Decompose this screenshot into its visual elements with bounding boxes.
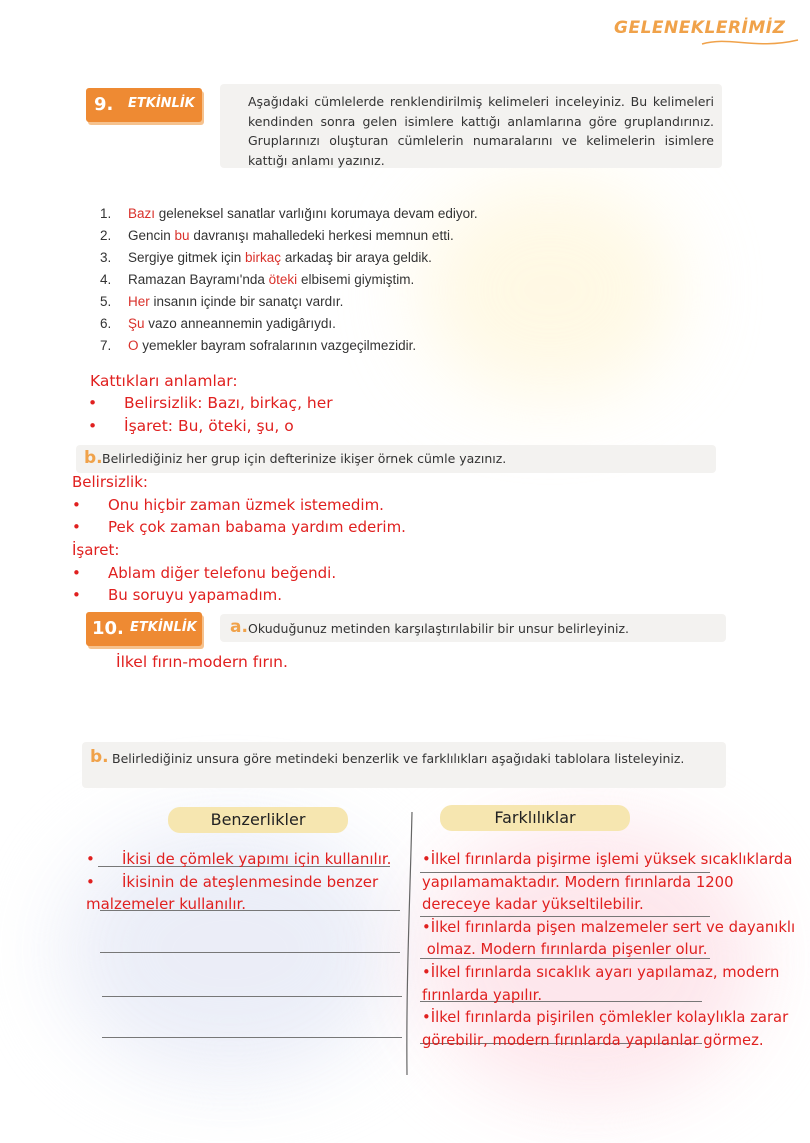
- rule-left-3: [100, 952, 400, 953]
- difference-line: •İlkel fırınlarda pişen malzemeler sert ve dayanıklı: [422, 918, 796, 936]
- activity-9-number: 9.: [94, 94, 114, 115]
- sentence-number: 1.: [100, 206, 112, 221]
- highlighted-word: bu: [174, 228, 190, 243]
- difference-line: •İlkel fırınlarda pişirilen çömlekler kolaylıkla zarar: [422, 1009, 789, 1027]
- rule-left-5: [102, 1037, 402, 1038]
- sentence-rest: arkadaş bir araya geldik.: [281, 250, 432, 265]
- group-2-example-2: • Bu soruyu yapamadım.: [72, 586, 283, 604]
- group-2-example-1: • Ablam diğer telefonu beğendi.: [72, 564, 337, 582]
- similarity-item-1: • İkisi de çömlek yapımı için kullanılır.: [86, 850, 392, 868]
- sentence-prefix: Gencin: [128, 228, 175, 243]
- similarity-item-2: • İkisinin de ateşlenmesinde benzer: [86, 873, 379, 891]
- sentence-prefix: Sergiye gitmek için: [128, 250, 246, 265]
- activity-10-label: ETKİNLİK: [130, 620, 197, 635]
- sentence-number: 7.: [100, 338, 112, 353]
- sentence-rest: elbisemi giymiştim.: [297, 272, 415, 287]
- activity-9-part-a-instruction: Aşağıdaki cümlelerde renklendirilmiş kelimeleri inceleyiniz. Bu kelimeleri kendinden sonra gelen isimlere kattığı anlamlarına göre gruplandırınız. Gruplarınızı oluşturan cümlelerin numaralarını ve kelimelerin isimlere kattığı anlamı yazınız.: [220, 84, 722, 168]
- sentence-rest: insanın içinde bir sanatçı vardır.: [149, 294, 344, 309]
- activity-10-part-b-instruction: b. Belirlediğiniz unsura göre metindeki benzerlik ve farklılıkları aşağıdaki tablolara listeleyiniz.: [82, 742, 726, 788]
- difference-line: görebilir, modern fırınlarda yapılanlar görmez.: [422, 1031, 764, 1049]
- sentence-number: 2.: [100, 228, 112, 243]
- activity-10-number: 10.: [92, 618, 124, 639]
- sentence-rest: vazo anneannemin yadigârıydı.: [144, 316, 336, 331]
- difference-line: •İlkel fırınlarda pişirme işlemi yüksek sıcaklıklarda: [422, 851, 793, 868]
- difference-line: dereceye kadar yükseltilebilir.: [422, 896, 644, 914]
- difference-line: fırınlarda yapılır.: [422, 986, 543, 1004]
- difference-line: •İlkel fırınlarda sıcaklık ayarı yapılamaz, modern: [422, 964, 780, 981]
- highlighted-word: Bazı: [128, 206, 156, 221]
- group-2-title: İşaret:: [72, 541, 120, 559]
- highlighted-word: Şu: [128, 316, 145, 331]
- rule-left-4: [102, 996, 402, 997]
- highlighted-word: öteki: [268, 272, 298, 287]
- rule-right-2: [420, 916, 710, 917]
- sentence-prefix: Ramazan Bayramı'nda: [128, 272, 269, 287]
- sentence-number: 4.: [100, 272, 112, 287]
- difference-line: olmaz. Modern fırınlarda pişenler olur.: [422, 941, 708, 959]
- group-1-example-2: • Pek çok zaman babama yardım ederim.: [72, 518, 406, 536]
- activity-10-answer-a: İlkel fırın-modern fırın.: [116, 653, 288, 671]
- highlighted-word: Her: [128, 294, 150, 309]
- group-1-example-1: • Onu hiçbir zaman üzmek istemedim.: [72, 496, 384, 514]
- activity-9-part-b-instruction: b. Belirlediğiniz her grup için defterinize ikişer örnek cümle yazınız.: [76, 445, 716, 473]
- sentence-rest: geleneksel sanatlar varlığını korumaya devam ediyor.: [155, 206, 478, 221]
- sentence-number: 3.: [100, 250, 112, 265]
- similarities-header: Benzerlikler: [168, 807, 348, 833]
- highlighted-word: O: [128, 338, 139, 353]
- differences-header: Farklılıklar: [440, 805, 630, 831]
- page-header-title: GELENEKLERİMİZ: [614, 18, 786, 38]
- highlighted-word: birkaç: [245, 250, 282, 265]
- group-1-title: Belirsizlik:: [72, 473, 148, 491]
- difference-line: yapılamamaktadır. Modern fırınlarda 1200: [422, 873, 734, 891]
- sentence-rest: davranışı mahalledeki herkesi memnun etti.: [189, 228, 454, 243]
- activity-10-part-a-instruction: a. Okuduğunuz metinden karşılaştırılabilir bir unsur belirleyiniz.: [220, 614, 726, 642]
- activity-9-label: ETKİNLİK: [128, 96, 195, 111]
- sentence-rest: yemekler bayram sofralarının vazgeçilmezidir.: [138, 338, 417, 353]
- similarity-item-2-continued: malzemeler kullanılır.: [86, 895, 247, 913]
- meaning-item-2: • İşaret: Bu, öteki, şu, o: [88, 417, 294, 435]
- meaning-item-1: • Belirsizlik: Bazı, birkaç, her: [88, 394, 333, 412]
- sentence-number: 5.: [100, 294, 112, 309]
- meanings-heading: Kattıkları anlamlar:: [90, 372, 238, 390]
- sentence-number: 6.: [100, 316, 112, 331]
